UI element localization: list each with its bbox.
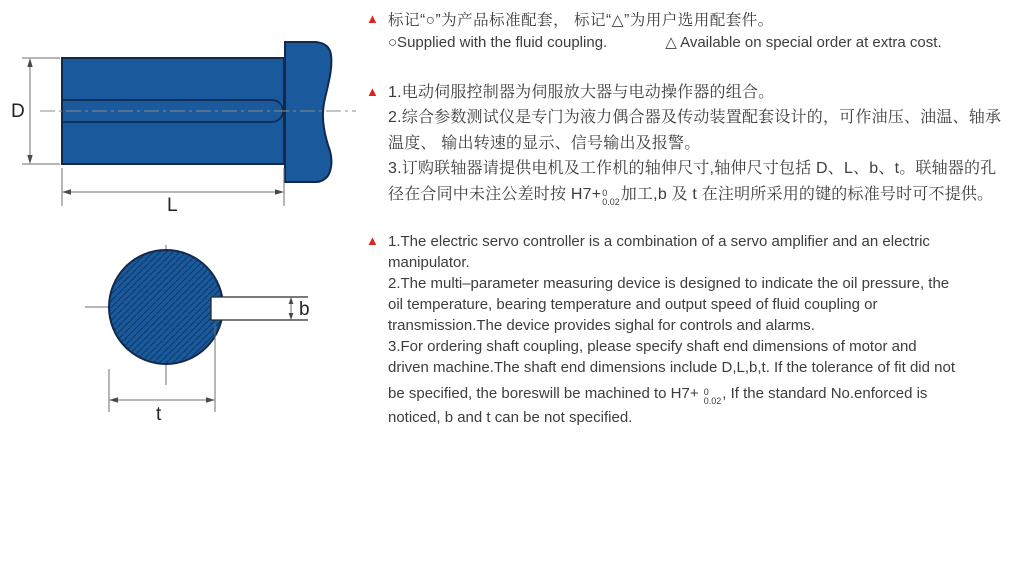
legend-line-en bbox=[388, 32, 1018, 54]
t-arrow-right bbox=[206, 397, 215, 402]
l-arrow-right bbox=[275, 189, 284, 194]
note-marker-icon: ▲ bbox=[366, 233, 379, 248]
dimension-label-d: D bbox=[11, 101, 25, 122]
note-line: 1.电动伺服控制器为伺服放大器与电动操作器的组合。 bbox=[388, 84, 775, 101]
note-line: 3.For ordering shaft coupling, please specify shaft end dimensions of motor and bbox=[388, 338, 917, 355]
note-line: driven machine.The shaft end dimensions include D,L,b,t. If the tolerance of fit did not bbox=[388, 359, 955, 376]
note-text: , If the standard No.enforced is bbox=[722, 385, 928, 402]
shaft-hub bbox=[285, 42, 331, 182]
tolerance-stack bbox=[704, 388, 722, 406]
shaft-side-view-diagram bbox=[0, 0, 360, 230]
legend-note bbox=[366, 10, 1018, 54]
note-text: 加工,b 及 t 在注明所采用的键的标准号时可不提供。 bbox=[620, 185, 994, 203]
l-arrow-left bbox=[62, 189, 71, 194]
dimension-label-t: t bbox=[156, 404, 162, 425]
note-line: transmission.The device provides sighal for controls and alarms. bbox=[388, 317, 815, 334]
note-line bbox=[388, 182, 1018, 207]
keyway-notch bbox=[211, 297, 308, 320]
note-line: 2.The multi–parameter measuring device is designed to indicate the oil pressure, the bbox=[388, 275, 950, 292]
d-arrow-down bbox=[27, 155, 32, 164]
tolerance-lower: 0.02 bbox=[602, 196, 620, 207]
note-line: oil temperature, bearing temperature and output speed of fluid coupling or bbox=[388, 296, 878, 313]
dimension-label-l: L bbox=[167, 195, 178, 216]
legend-optional-text: △ Available on special order at extra cost. bbox=[665, 34, 942, 51]
note-line: 1.The electric servo controller is a combination of a servo amplifier and an electric bbox=[388, 233, 930, 250]
note-line: 2.综合参数测试仪是专门为液力偶合器及传动装置配套设计的，可作油压、油温、轴承 bbox=[388, 109, 1002, 127]
section-circle bbox=[109, 250, 223, 364]
d-arrow-up bbox=[27, 58, 32, 67]
note-text: be specified, the boreswill be machined to H7+ bbox=[388, 385, 703, 402]
shaft-cross-section-diagram bbox=[0, 230, 360, 430]
notes-chinese bbox=[366, 80, 1018, 207]
legend-line-zh: 标记“○”为产品标准配套， 标记“△”为用户选用配套件。 bbox=[388, 12, 774, 29]
tolerance-stack bbox=[602, 189, 620, 207]
dimension-label-b: b bbox=[299, 299, 310, 320]
note-line: noticed, b and t can be not specified. bbox=[388, 409, 633, 426]
note-text: 径在合同中未注公差时按 H7+ bbox=[388, 185, 602, 203]
note-line: 3.订购联轴器请提供电机及工作机的轴伸尺寸,轴伸尺寸包括 D、L、b、t。联轴器的孔 bbox=[388, 160, 997, 178]
legend-supplied-text: ○Supplied with the fluid coupling. bbox=[388, 34, 608, 51]
note-line: 温度、 输出转速的显示、信号输出及报警。 bbox=[388, 134, 701, 152]
tolerance-upper: 0 bbox=[703, 387, 709, 397]
note-line bbox=[388, 378, 1018, 407]
notes-english bbox=[366, 231, 1018, 428]
note-marker-icon: ▲ bbox=[366, 11, 379, 26]
tolerance-lower: 0.02 bbox=[703, 396, 722, 406]
tolerance-upper: 0 bbox=[602, 187, 608, 198]
t-arrow-left bbox=[109, 397, 118, 402]
note-marker-icon: ▲ bbox=[366, 84, 379, 99]
note-line: manipulator. bbox=[388, 254, 470, 271]
